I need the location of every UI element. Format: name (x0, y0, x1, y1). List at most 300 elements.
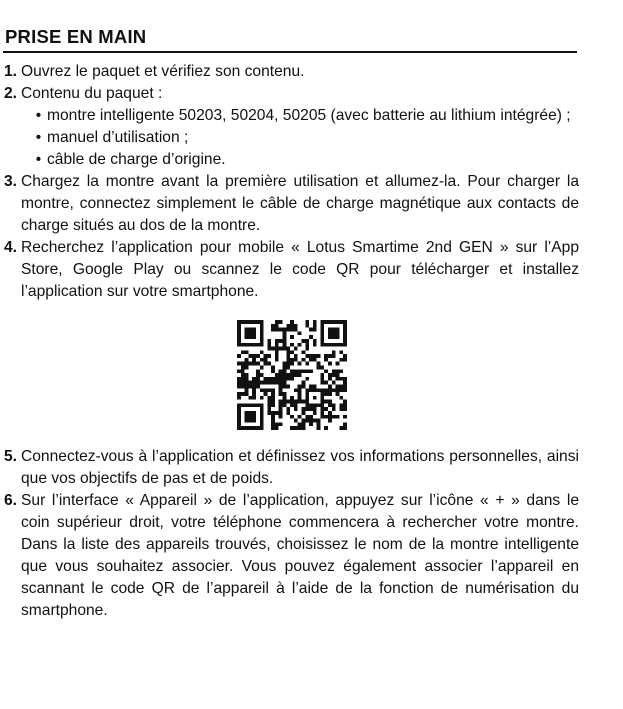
step-5 (4, 446, 579, 490)
qr-module (324, 381, 328, 385)
qr-module (331, 350, 335, 354)
qr-module (324, 369, 328, 373)
qr-module (293, 354, 297, 358)
qr-module (305, 415, 309, 419)
qr-module (335, 343, 339, 347)
qr-module (320, 320, 324, 324)
qr-module (331, 388, 335, 392)
qr-module (267, 354, 271, 358)
qr-module (282, 347, 286, 351)
qr-module (255, 403, 259, 407)
qr-module (293, 403, 297, 407)
qr-module (240, 350, 244, 354)
qr-module (320, 373, 324, 377)
qr-module (297, 343, 301, 347)
qr-module (312, 396, 316, 400)
qr-module (309, 335, 313, 339)
qr-module (316, 403, 320, 407)
qr-module (290, 335, 294, 339)
qr-module (297, 369, 301, 373)
qr-module (259, 381, 263, 385)
qr-module (248, 343, 252, 347)
qr-module (290, 320, 294, 324)
qr-module (309, 422, 313, 426)
qr-module (274, 347, 278, 351)
qr-module (305, 339, 309, 343)
qr-module (290, 328, 294, 332)
qr-module (267, 381, 271, 385)
step-text: Ouvrez le paquet et vérifiez son contenu. (21, 63, 305, 80)
qr-module (244, 343, 248, 347)
qr-module (328, 331, 332, 335)
qr-module (331, 381, 335, 385)
qr-module (339, 384, 343, 388)
qr-module (244, 392, 248, 396)
qr-module (328, 362, 332, 366)
qr-module (240, 343, 244, 347)
qr-module (286, 350, 290, 354)
qr-module (240, 369, 244, 373)
qr-module (293, 369, 297, 373)
qr-module (324, 415, 328, 419)
qr-module (312, 328, 316, 332)
qr-module (320, 328, 324, 332)
qr-module (259, 350, 263, 354)
qr-module (324, 400, 328, 404)
qr-module (316, 366, 320, 370)
qr-module (248, 381, 252, 385)
bullet-icon: • (35, 151, 42, 168)
qr-module (343, 328, 347, 332)
qr-module (297, 388, 301, 392)
qr-module (244, 419, 248, 423)
qr-module (297, 396, 301, 400)
qr-module (290, 400, 294, 404)
qr-module (286, 324, 290, 328)
qr-module (305, 362, 309, 366)
qr-module (244, 350, 248, 354)
qr-module (244, 415, 248, 419)
qr-module (331, 415, 335, 419)
qr-module (263, 392, 267, 396)
qr-module (309, 388, 313, 392)
qr-module (301, 384, 305, 388)
qr-module (301, 407, 305, 411)
qr-module (255, 384, 259, 388)
qr-module (286, 400, 290, 404)
step-2 (4, 83, 579, 171)
qr-module (309, 369, 313, 373)
step-number: 4. (4, 239, 18, 256)
qr-module (274, 381, 278, 385)
qr-module (343, 331, 347, 335)
qr-module (274, 343, 278, 347)
bullet-icon: • (35, 107, 42, 124)
qr-module (278, 422, 282, 426)
qr-module (320, 377, 324, 381)
qr-module (324, 343, 328, 347)
qr-module (274, 320, 278, 324)
qr-module (324, 358, 328, 362)
qr-module (282, 369, 286, 373)
qr-module (328, 419, 332, 423)
qr-module (312, 388, 316, 392)
qr-module (244, 426, 248, 430)
qr-module (305, 377, 309, 381)
qr-module (278, 384, 282, 388)
list-item-text: câble de charge d’origine. (47, 151, 226, 168)
qr-module (244, 331, 248, 335)
qr-module (255, 320, 259, 324)
qr-module (259, 328, 263, 332)
qr-module (240, 384, 244, 388)
qr-module (301, 400, 305, 404)
qr-module (259, 343, 263, 347)
step-3 (4, 171, 579, 237)
qr-module (331, 328, 335, 332)
qr-module (297, 373, 301, 377)
qr-module (320, 366, 324, 370)
title-underline (3, 51, 577, 53)
qr-module (305, 396, 309, 400)
qr-module (328, 415, 332, 419)
qr-module (312, 407, 316, 411)
qr-module (271, 396, 275, 400)
qr-module (248, 354, 252, 358)
qr-module (297, 415, 301, 419)
qr-module (293, 328, 297, 332)
qr-module (240, 381, 244, 385)
qr-code-icon[interactable] (237, 320, 347, 430)
qr-module (301, 339, 305, 343)
qr-module (339, 369, 343, 373)
qr-module (293, 400, 297, 404)
qr-module (267, 388, 271, 392)
qr-module (343, 422, 347, 426)
qr-module (316, 419, 320, 423)
qr-module (290, 426, 294, 430)
qr-module (309, 415, 313, 419)
qr-module (274, 339, 278, 343)
qr-module (248, 362, 252, 366)
qr-module (328, 320, 332, 324)
qr-module (252, 343, 256, 347)
qr-module (312, 320, 316, 324)
qr-module (343, 403, 347, 407)
qr-module (237, 320, 241, 324)
step-1 (4, 61, 579, 83)
qr-module (237, 331, 241, 335)
qr-module (335, 388, 339, 392)
qr-module (267, 347, 271, 351)
qr-module (286, 328, 290, 332)
qr-module (240, 403, 244, 407)
qr-module (312, 411, 316, 415)
qr-module (297, 426, 301, 430)
qr-module (305, 400, 309, 404)
qr-module (286, 411, 290, 415)
qr-module (240, 373, 244, 377)
qr-module (290, 362, 294, 366)
qr-module (271, 403, 275, 407)
qr-module (335, 384, 339, 388)
qr-module (274, 324, 278, 328)
qr-module (331, 320, 335, 324)
qr-module (267, 400, 271, 404)
step-number: 3. (4, 173, 18, 190)
steps-list (4, 61, 579, 622)
qr-module (343, 354, 347, 358)
qr-module (320, 343, 324, 347)
qr-module (274, 411, 278, 415)
qr-module (343, 377, 347, 381)
qr-module (278, 411, 282, 415)
qr-module (328, 403, 332, 407)
qr-module (282, 384, 286, 388)
qr-module (282, 335, 286, 339)
qr-module (278, 381, 282, 385)
qr-module (259, 366, 263, 370)
qr-module (301, 411, 305, 415)
qr-module (305, 407, 309, 411)
qr-module (286, 347, 290, 351)
qr-module (286, 358, 290, 362)
qr-module (343, 339, 347, 343)
qr-module (248, 331, 252, 335)
qr-module (278, 400, 282, 404)
qr-module (290, 403, 294, 407)
qr-module (343, 324, 347, 328)
qr-module (286, 366, 290, 370)
qr-module (252, 331, 256, 335)
qr-module (237, 392, 241, 396)
qr-module (286, 384, 290, 388)
qr-module (331, 369, 335, 373)
package-contents-list (21, 105, 579, 171)
qr-module (316, 362, 320, 366)
qr-module (244, 373, 248, 377)
qr-module (286, 362, 290, 366)
qr-module (259, 388, 263, 392)
qr-module (293, 426, 297, 430)
qr-module (240, 366, 244, 370)
qr-module (305, 343, 309, 347)
qr-module (339, 396, 343, 400)
qr-module (282, 373, 286, 377)
qr-module (237, 328, 241, 332)
qr-module (237, 354, 241, 358)
qr-module (339, 350, 343, 354)
qr-module (328, 373, 332, 377)
qr-module (271, 415, 275, 419)
step-text: Connectez-vous à l’application et définissez vos informations personnelles, ainsi que vos objectifs de pas et de poids. (21, 448, 579, 487)
qr-module (259, 335, 263, 339)
qr-module (282, 328, 286, 332)
qr-module (263, 358, 267, 362)
qr-module (240, 426, 244, 430)
qr-module (320, 396, 324, 400)
qr-module (278, 407, 282, 411)
qr-module (335, 369, 339, 373)
qr-module (282, 403, 286, 407)
qr-module (339, 426, 343, 430)
qr-module (301, 350, 305, 354)
qr-module (328, 335, 332, 339)
qr-module (244, 403, 248, 407)
qr-module (320, 335, 324, 339)
qr-module (263, 354, 267, 358)
qr-module (248, 403, 252, 407)
qr-module (271, 381, 275, 385)
qr-module (331, 335, 335, 339)
qr-module (324, 407, 328, 411)
step-text: Contenu du paquet : (21, 85, 163, 102)
qr-module (259, 339, 263, 343)
qr-module (343, 381, 347, 385)
qr-module (320, 392, 324, 396)
qr-module (282, 381, 286, 385)
qr-module (267, 396, 271, 400)
qr-module (335, 377, 339, 381)
qr-module (335, 335, 339, 339)
bullet-icon: • (35, 129, 42, 146)
qr-module (252, 381, 256, 385)
qr-module (286, 377, 290, 381)
qr-module (301, 419, 305, 423)
qr-module (290, 396, 294, 400)
qr-module (331, 373, 335, 377)
qr-module (301, 426, 305, 430)
qr-module (255, 354, 259, 358)
qr-module (278, 347, 282, 351)
qr-module (248, 335, 252, 339)
qr-module (271, 400, 275, 404)
qr-module (312, 339, 316, 343)
qr-module (278, 369, 282, 373)
qr-module (305, 324, 309, 328)
qr-module (271, 426, 275, 430)
qr-module (343, 384, 347, 388)
qr-module (248, 426, 252, 430)
step-4 (4, 237, 579, 303)
qr-module (312, 358, 316, 362)
qr-module (324, 320, 328, 324)
qr-module (343, 335, 347, 339)
qr-module (335, 328, 339, 332)
qr-module (278, 377, 282, 381)
qr-module (259, 419, 263, 423)
qr-module (255, 377, 259, 381)
qr-module (274, 373, 278, 377)
qr-module (274, 354, 278, 358)
qr-module (282, 343, 286, 347)
qr-module (252, 320, 256, 324)
qr-module (290, 373, 294, 377)
qr-module (290, 369, 294, 373)
qr-module (343, 400, 347, 404)
qr-module (278, 392, 282, 396)
qr-module (297, 362, 301, 366)
qr-module (274, 422, 278, 426)
qr-module (267, 411, 271, 415)
qr-module (267, 377, 271, 381)
step-text: Sur l’interface « Appareil » de l’application, appuyez sur l’icône « + » dans le coin supérieur droit, votre téléphone commencera à rechercher votre montre. Dans la liste des appareils trouvés, choisissez le nom de la montre intelligente que vous souhaitez associer. Vous pouvez également associer l’appareil en scannant le code QR de l’appareil à l’aide de la fonction de numérisation du smartphone. (21, 492, 579, 619)
qr-module (259, 415, 263, 419)
qr-module (312, 354, 316, 358)
list-item-text: manuel d’utilisation ; (47, 129, 189, 146)
qr-module (335, 392, 339, 396)
qr-module (331, 343, 335, 347)
qr-module (259, 320, 263, 324)
qr-module (240, 392, 244, 396)
qr-module (237, 343, 241, 347)
qr-module (335, 362, 339, 366)
qr-module (271, 347, 275, 351)
qr-module (267, 407, 271, 411)
qr-module (312, 419, 316, 423)
qr-module (343, 415, 347, 419)
qr-module (297, 384, 301, 388)
qr-module (252, 419, 256, 423)
qr-module (335, 415, 339, 419)
qr-module (259, 331, 263, 335)
qr-module (248, 384, 252, 388)
qr-module (271, 324, 275, 328)
qr-module (237, 335, 241, 339)
qr-module (282, 377, 286, 381)
qr-module (252, 403, 256, 407)
qr-module (293, 347, 297, 351)
qr-module (278, 415, 282, 419)
list-item (30, 105, 579, 127)
qr-module (343, 343, 347, 347)
qr-module (331, 403, 335, 407)
qr-module (309, 354, 313, 358)
qr-module (244, 358, 248, 362)
qr-module (244, 335, 248, 339)
qr-module (328, 388, 332, 392)
step-text: Recherchez l’application pour mobile « Lotus Smartime 2nd GEN » sur l’App Store, Google Play ou scannez le code QR pour télécharger et installez l’application sur votre smartphone. (21, 239, 579, 300)
qr-module (252, 377, 256, 381)
qr-code-container (4, 303, 579, 446)
qr-module (305, 388, 309, 392)
qr-module (259, 426, 263, 430)
step-6 (4, 490, 579, 622)
qr-module (237, 422, 241, 426)
qr-module (237, 339, 241, 343)
qr-module (335, 331, 339, 335)
qr-module (259, 358, 263, 362)
qr-module (259, 422, 263, 426)
qr-module (282, 362, 286, 366)
qr-module (305, 392, 309, 396)
qr-module (244, 377, 248, 381)
qr-module (305, 369, 309, 373)
qr-module (252, 426, 256, 430)
qr-module (252, 384, 256, 388)
qr-module (237, 396, 241, 400)
qr-module (293, 358, 297, 362)
qr-module (290, 350, 294, 354)
qr-module (320, 411, 324, 415)
qr-module (290, 358, 294, 362)
qr-module (248, 419, 252, 423)
qr-module (248, 320, 252, 324)
qr-module (301, 381, 305, 385)
qr-module (267, 343, 271, 347)
qr-module (274, 426, 278, 430)
qr-module (278, 320, 282, 324)
